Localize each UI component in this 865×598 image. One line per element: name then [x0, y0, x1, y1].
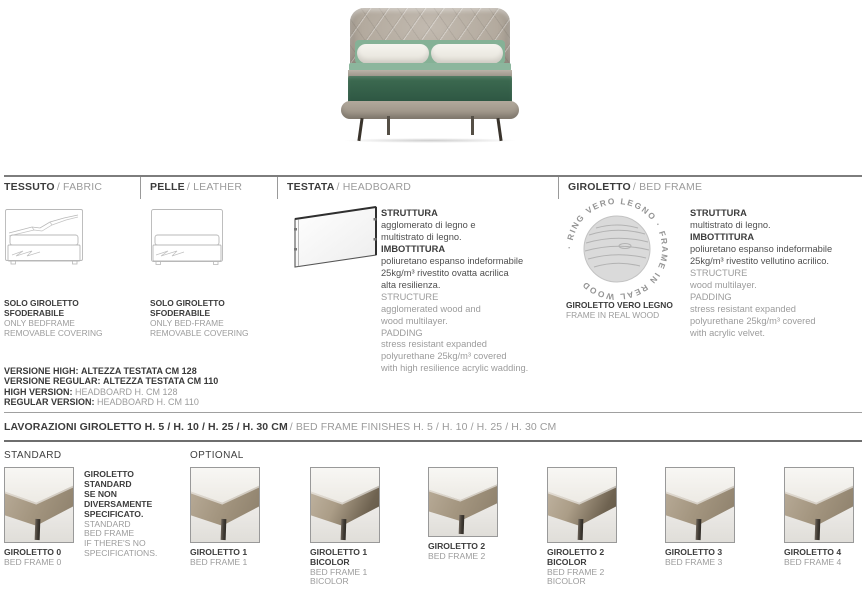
- title-it: TESTATA: [287, 181, 335, 193]
- rule: [4, 440, 862, 442]
- bed-leg: [387, 116, 390, 135]
- finish-label: GIROLETTO 1 BED FRAME 1: [190, 547, 248, 567]
- finish-label: GIROLETTO 3 BED FRAME 3: [665, 547, 723, 567]
- finishes-title-en: / BED FRAME FINISHES H. 5 / H. 10 / H. 25 / H. 30 CM: [289, 421, 557, 433]
- finish-giroletto-3: [665, 467, 751, 568]
- headboard-panel-drawing: [287, 204, 379, 270]
- caption-en: ONLY BED-FRAME REMOVABLE COVERING: [150, 318, 249, 338]
- caption-it: SOLO GIROLETTO SFODERABILE: [4, 298, 79, 318]
- standard-note: [84, 470, 157, 559]
- note-it: GIROLETTO STANDARD SE NON DIVERSAMENTE SPECIFICATO.: [84, 469, 153, 519]
- spec-en: STRUCTURE agglomerated wood and wood multilayer. PADDING stress resistant expanded polyurethane 25kg/m³ covered with high resilience acrylic wadding.: [381, 291, 529, 374]
- fabric-bed-drawing: [4, 209, 84, 267]
- finish-giroletto-1: [190, 467, 276, 568]
- finish-label: GIROLETTO 2 BED FRAME 2: [428, 541, 486, 561]
- pillow-left: [357, 44, 429, 64]
- pillow-right: [431, 44, 503, 64]
- spec-en: STRUCTURE wood multilayer. PADDING stress resistant expanded polyurethane 25kg/m³ covered with acrylic velvet.: [690, 267, 816, 338]
- section-title-leather: [150, 181, 242, 193]
- leather-bed-drawing: [150, 209, 224, 267]
- badge-ring-text: · RING VERO LEGNO · FRAME IN REAL WOOD: [563, 195, 671, 303]
- version-line: HIGH VERSION: HEADBOARD H. CM 128: [4, 386, 178, 397]
- note-en: STANDARD BED FRAME IF THERE'S NO SPECIFICATIONS.: [84, 518, 158, 559]
- badge-caption: [566, 301, 673, 321]
- column-divider: [140, 177, 141, 199]
- finish-giroletto-1-bicolor: [310, 467, 396, 587]
- caption-en: ONLY BEDFRAME REMOVABLE COVERING: [4, 318, 103, 338]
- caption-it: SOLO GIROLETTO SFODERABILE: [150, 298, 225, 318]
- section-title-headboard: [287, 181, 411, 193]
- floor-shadow: [343, 138, 517, 143]
- bed-leg: [357, 118, 363, 141]
- rule: [4, 412, 862, 413]
- finish-giroletto-0: [4, 467, 90, 568]
- finish-thumbnail: [547, 467, 617, 543]
- finishes-title-it: LAVORAZIONI GIROLETTO H. 5 / H. 10 / H. 25 / H. 30 CM: [4, 421, 288, 433]
- finish-giroletto-2-bicolor: [547, 467, 633, 587]
- badge-caption-it: GIROLETTO VERO LEGNO: [566, 300, 673, 310]
- standard-group-label: STANDARD: [4, 450, 62, 461]
- bed-frame-bar: [341, 101, 519, 119]
- finish-label: GIROLETTO 4 BED FRAME 4: [784, 547, 842, 567]
- title-en: / LEATHER: [186, 181, 243, 193]
- finish-label: GIROLETTO 2 BICOLOR BED FRAME 2 BICOLOR: [547, 547, 605, 587]
- leather-caption: [150, 298, 249, 338]
- version-info: [4, 366, 218, 408]
- version-line: VERSIONE REGULAR: ALTEZZA TESTATA CM 110: [4, 376, 219, 387]
- finish-thumbnail: [784, 467, 854, 543]
- title-it: GIROLETTO: [568, 181, 631, 193]
- finish-thumbnail: [665, 467, 735, 543]
- bed-leg: [496, 118, 502, 141]
- finish-thumbnail: [428, 467, 498, 537]
- column-divider: [558, 177, 559, 199]
- badge-caption-en: FRAME IN REAL WOOD: [566, 309, 660, 320]
- real-wood-badge: [563, 195, 671, 308]
- version-line: REGULAR VERSION: HEADBOARD H. CM 110: [4, 397, 199, 408]
- headboard-spec: [381, 208, 528, 375]
- title-en: / BED FRAME: [632, 181, 703, 193]
- finish-label: GIROLETTO 1 BICOLOR BED FRAME 1 BICOLOR: [310, 547, 368, 587]
- finish-thumbnail: [4, 467, 74, 543]
- finish-giroletto-4: [784, 467, 865, 568]
- spec-it: STRUTTURA agglomerato di legno e multistrato di legno. IMBOTTITURA poliuretano espanso indeformabile 25kg/m³ rivestito ovatta acrilica alta resilienza.: [381, 208, 524, 290]
- section-title-fabric: [4, 181, 102, 193]
- title-en: / HEADBOARD: [336, 181, 412, 193]
- optional-group-label: OPTIONAL: [190, 450, 244, 461]
- column-divider: [277, 177, 278, 199]
- title-it: TESSUTO: [4, 181, 55, 193]
- finishes-band-title: [4, 421, 556, 433]
- top-rule: [4, 175, 862, 177]
- title-it: PELLE: [150, 181, 185, 193]
- finish-thumbnail: [310, 467, 380, 543]
- version-line: VERSIONE HIGH: ALTEZZA TESTATA CM 128: [4, 366, 197, 376]
- fabric-caption: [4, 298, 103, 338]
- section-title-bedframe: [568, 181, 702, 193]
- finish-thumbnail: [190, 467, 260, 543]
- spec-it: STRUTTURA multistrato di legno. IMBOTTITURA poliuretano espanso indeformabile 25kg/m³ rivestito vellutino acrilico.: [690, 208, 833, 266]
- bed-leg: [471, 116, 474, 135]
- bed-photo: [335, 2, 525, 142]
- finish-label: GIROLETTO 0 BED FRAME 0: [4, 547, 62, 567]
- title-en: / FABRIC: [56, 181, 103, 193]
- bedframe-spec: [690, 208, 832, 339]
- finish-giroletto-2: [428, 467, 514, 562]
